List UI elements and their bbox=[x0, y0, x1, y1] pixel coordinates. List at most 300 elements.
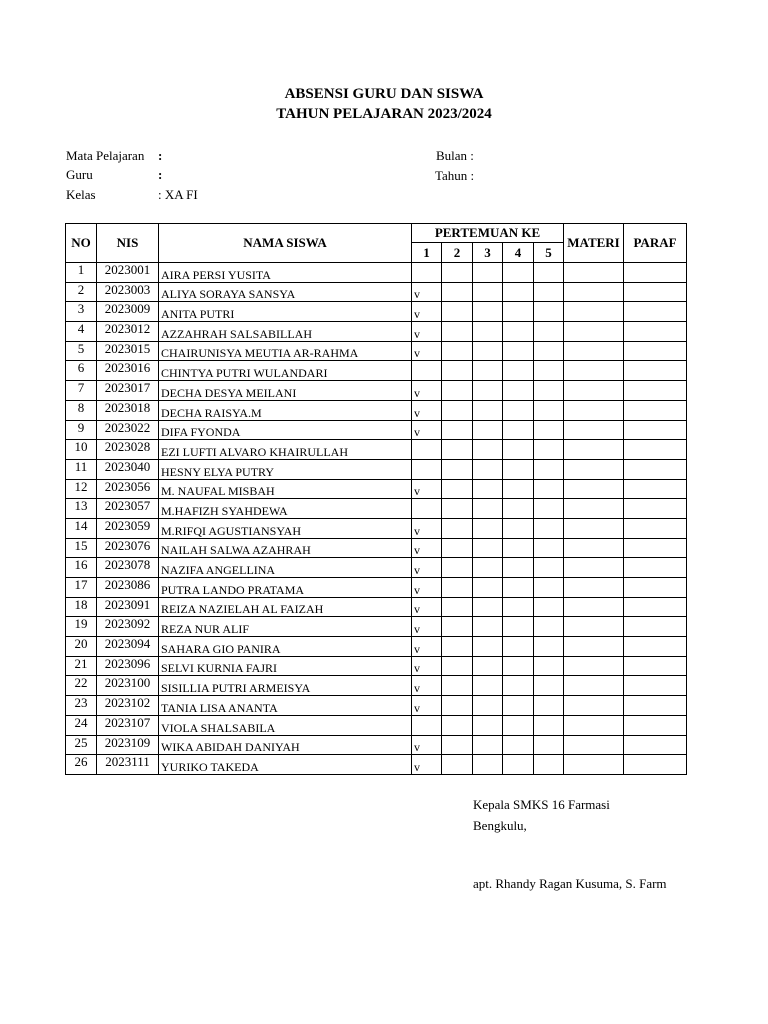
row-number: 20 bbox=[66, 637, 97, 657]
row-pertemuan-4 bbox=[503, 617, 534, 637]
table-row bbox=[66, 617, 687, 637]
row-pertemuan-2 bbox=[442, 637, 473, 657]
row-number: 6 bbox=[66, 361, 97, 381]
row-pertemuan-2 bbox=[442, 361, 473, 381]
row-pertemuan-5 bbox=[534, 715, 564, 735]
table-row bbox=[66, 676, 687, 696]
row-number: 24 bbox=[66, 715, 97, 735]
row-paraf bbox=[624, 341, 687, 361]
row-pertemuan-2 bbox=[442, 440, 473, 460]
table-row bbox=[66, 282, 687, 302]
row-materi bbox=[564, 696, 624, 716]
row-pertemuan-5 bbox=[534, 755, 564, 775]
row-pertemuan-4 bbox=[503, 322, 534, 342]
row-nis: 2023076 bbox=[97, 538, 159, 558]
row-pertemuan-1 bbox=[412, 715, 442, 735]
row-pertemuan-1: v bbox=[412, 735, 442, 755]
row-paraf bbox=[624, 420, 687, 440]
row-pertemuan-3 bbox=[473, 400, 503, 420]
row-pertemuan-2 bbox=[442, 696, 473, 716]
row-pertemuan-2 bbox=[442, 479, 473, 499]
row-pertemuan-5 bbox=[534, 420, 564, 440]
table-row bbox=[66, 263, 687, 283]
table-row bbox=[66, 440, 687, 460]
row-pertemuan-5 bbox=[534, 637, 564, 657]
row-student-name: DECHA RAISYA.M bbox=[159, 400, 412, 420]
row-nis: 2023092 bbox=[97, 617, 159, 637]
row-paraf bbox=[624, 715, 687, 735]
row-pertemuan-1 bbox=[412, 440, 442, 460]
row-pertemuan-2 bbox=[442, 263, 473, 283]
row-pertemuan-1: v bbox=[412, 755, 442, 775]
row-pertemuan-3 bbox=[473, 381, 503, 401]
row-pertemuan-2 bbox=[442, 282, 473, 302]
row-materi bbox=[564, 282, 624, 302]
row-pertemuan-2 bbox=[442, 459, 473, 479]
row-student-name: DECHA DESYA MEILANI bbox=[159, 381, 412, 401]
row-pertemuan-1: v bbox=[412, 302, 442, 322]
row-pertemuan-2 bbox=[442, 558, 473, 578]
signature-location: Bengkulu, bbox=[473, 818, 527, 833]
row-nis: 2023094 bbox=[97, 637, 159, 657]
row-materi bbox=[564, 558, 624, 578]
row-pertemuan-5 bbox=[534, 479, 564, 499]
row-pertemuan-1: v bbox=[412, 322, 442, 342]
row-nis: 2023096 bbox=[97, 656, 159, 676]
row-student-name: TANIA LISA ANANTA bbox=[159, 696, 412, 716]
row-student-name: SELVI KURNIA FAJRI bbox=[159, 656, 412, 676]
row-paraf bbox=[624, 381, 687, 401]
row-pertemuan-5 bbox=[534, 282, 564, 302]
row-paraf bbox=[624, 558, 687, 578]
guru-value: : bbox=[158, 167, 163, 182]
row-nis: 2023100 bbox=[97, 676, 159, 696]
row-pertemuan-2 bbox=[442, 715, 473, 735]
row-pertemuan-2 bbox=[442, 617, 473, 637]
row-paraf bbox=[624, 479, 687, 499]
signature-title: Kepala SMKS 16 Farmasi bbox=[473, 797, 610, 812]
row-number: 13 bbox=[66, 499, 97, 519]
row-pertemuan-5 bbox=[534, 499, 564, 519]
row-paraf bbox=[624, 499, 687, 519]
row-pertemuan-1: v bbox=[412, 400, 442, 420]
row-pertemuan-5 bbox=[534, 440, 564, 460]
row-pertemuan-5 bbox=[534, 400, 564, 420]
row-nis: 2023056 bbox=[97, 479, 159, 499]
row-pertemuan-5 bbox=[534, 656, 564, 676]
row-pertemuan-2 bbox=[442, 578, 473, 598]
row-nis: 2023040 bbox=[97, 459, 159, 479]
row-number: 12 bbox=[66, 479, 97, 499]
row-student-name: YURIKO TAKEDA bbox=[159, 755, 412, 775]
row-materi bbox=[564, 715, 624, 735]
row-paraf bbox=[624, 263, 687, 283]
row-student-name: ALIYA SORAYA SANSYA bbox=[159, 282, 412, 302]
row-pertemuan-2 bbox=[442, 518, 473, 538]
row-nis: 2023111 bbox=[97, 755, 159, 775]
row-pertemuan-3 bbox=[473, 282, 503, 302]
row-number: 5 bbox=[66, 341, 97, 361]
row-pertemuan-1: v bbox=[412, 637, 442, 657]
header-nis: NIS bbox=[97, 224, 159, 263]
table-row bbox=[66, 656, 687, 676]
row-materi bbox=[564, 617, 624, 637]
signature-name: apt. Rhandy Ragan Kusuma, S. Farm bbox=[473, 876, 667, 891]
row-student-name: WIKA ABIDAH DANIYAH bbox=[159, 735, 412, 755]
row-student-name: EZI LUFTI ALVARO KHAIRULLAH bbox=[159, 440, 412, 460]
table-row bbox=[66, 381, 687, 401]
row-pertemuan-2 bbox=[442, 538, 473, 558]
row-pertemuan-4 bbox=[503, 518, 534, 538]
row-student-name: PUTRA LANDO PRATAMA bbox=[159, 578, 412, 598]
row-materi bbox=[564, 676, 624, 696]
row-student-name: DIFA FYONDA bbox=[159, 420, 412, 440]
header-paraf: PARAF bbox=[624, 224, 687, 263]
row-paraf bbox=[624, 361, 687, 381]
row-paraf bbox=[624, 597, 687, 617]
row-pertemuan-5 bbox=[534, 696, 564, 716]
row-pertemuan-2 bbox=[442, 676, 473, 696]
row-pertemuan-5 bbox=[534, 518, 564, 538]
row-pertemuan-3 bbox=[473, 656, 503, 676]
row-nis: 2023078 bbox=[97, 558, 159, 578]
row-pertemuan-3 bbox=[473, 558, 503, 578]
row-pertemuan-4 bbox=[503, 755, 534, 775]
row-paraf bbox=[624, 617, 687, 637]
row-materi bbox=[564, 400, 624, 420]
row-nis: 2023091 bbox=[97, 597, 159, 617]
row-number: 11 bbox=[66, 459, 97, 479]
row-number: 22 bbox=[66, 676, 97, 696]
header-pertemuan-3: 3 bbox=[473, 243, 503, 263]
row-pertemuan-5 bbox=[534, 735, 564, 755]
kelas-label: Kelas bbox=[66, 187, 96, 202]
row-student-name: SISILLIA PUTRI ARMEISYA bbox=[159, 676, 412, 696]
row-pertemuan-1: v bbox=[412, 479, 442, 499]
table-row bbox=[66, 479, 687, 499]
row-materi bbox=[564, 440, 624, 460]
row-pertemuan-5 bbox=[534, 459, 564, 479]
row-nis: 2023009 bbox=[97, 302, 159, 322]
row-pertemuan-4 bbox=[503, 538, 534, 558]
row-nis: 2023012 bbox=[97, 322, 159, 342]
row-materi bbox=[564, 538, 624, 558]
row-student-name: M.HAFIZH SYAHDEWA bbox=[159, 499, 412, 519]
row-student-name: NAZIFA ANGELLINA bbox=[159, 558, 412, 578]
row-pertemuan-3 bbox=[473, 322, 503, 342]
row-paraf bbox=[624, 755, 687, 775]
row-materi bbox=[564, 381, 624, 401]
row-number: 1 bbox=[66, 263, 97, 283]
row-materi bbox=[564, 499, 624, 519]
row-nis: 2023018 bbox=[97, 400, 159, 420]
row-pertemuan-3 bbox=[473, 361, 503, 381]
header-pertemuan-4: 4 bbox=[503, 243, 534, 263]
table-row bbox=[66, 715, 687, 735]
row-pertemuan-1 bbox=[412, 361, 442, 381]
table-row bbox=[66, 637, 687, 657]
row-number: 15 bbox=[66, 538, 97, 558]
row-pertemuan-3 bbox=[473, 578, 503, 598]
row-number: 2 bbox=[66, 282, 97, 302]
row-pertemuan-1: v bbox=[412, 381, 442, 401]
row-pertemuan-3 bbox=[473, 263, 503, 283]
row-student-name: SAHARA GIO PANIRA bbox=[159, 637, 412, 657]
table-row bbox=[66, 578, 687, 598]
header-pertemuan-ke: PERTEMUAN KE bbox=[412, 224, 564, 243]
row-number: 9 bbox=[66, 420, 97, 440]
row-materi bbox=[564, 302, 624, 322]
row-pertemuan-3 bbox=[473, 518, 503, 538]
row-student-name: ANITA PUTRI bbox=[159, 302, 412, 322]
header-pertemuan-1: 1 bbox=[412, 243, 442, 263]
row-pertemuan-3 bbox=[473, 459, 503, 479]
row-pertemuan-3 bbox=[473, 617, 503, 637]
row-pertemuan-4 bbox=[503, 361, 534, 381]
row-pertemuan-2 bbox=[442, 322, 473, 342]
guru-label: Guru bbox=[66, 167, 93, 182]
row-pertemuan-1: v bbox=[412, 420, 442, 440]
row-number: 3 bbox=[66, 302, 97, 322]
row-pertemuan-5 bbox=[534, 302, 564, 322]
table-row bbox=[66, 696, 687, 716]
row-pertemuan-4 bbox=[503, 676, 534, 696]
row-pertemuan-4 bbox=[503, 696, 534, 716]
row-pertemuan-2 bbox=[442, 341, 473, 361]
row-paraf bbox=[624, 637, 687, 657]
row-pertemuan-3 bbox=[473, 597, 503, 617]
row-number: 10 bbox=[66, 440, 97, 460]
row-paraf bbox=[624, 302, 687, 322]
row-pertemuan-3 bbox=[473, 696, 503, 716]
row-pertemuan-2 bbox=[442, 381, 473, 401]
row-pertemuan-1 bbox=[412, 263, 442, 283]
row-nis: 2023107 bbox=[97, 715, 159, 735]
row-number: 16 bbox=[66, 558, 97, 578]
row-pertemuan-1: v bbox=[412, 558, 442, 578]
row-pertemuan-5 bbox=[534, 597, 564, 617]
row-pertemuan-3 bbox=[473, 499, 503, 519]
table-row bbox=[66, 400, 687, 420]
row-pertemuan-3 bbox=[473, 676, 503, 696]
row-nis: 2023086 bbox=[97, 578, 159, 598]
row-nis: 2023059 bbox=[97, 518, 159, 538]
row-pertemuan-5 bbox=[534, 381, 564, 401]
row-number: 18 bbox=[66, 597, 97, 617]
row-pertemuan-5 bbox=[534, 578, 564, 598]
row-student-name: CHINTYA PUTRI WULANDARI bbox=[159, 361, 412, 381]
row-pertemuan-5 bbox=[534, 617, 564, 637]
row-pertemuan-5 bbox=[534, 676, 564, 696]
row-nis: 2023003 bbox=[97, 282, 159, 302]
row-pertemuan-5 bbox=[534, 538, 564, 558]
row-nis: 2023109 bbox=[97, 735, 159, 755]
row-pertemuan-3 bbox=[473, 479, 503, 499]
row-pertemuan-1: v bbox=[412, 696, 442, 716]
bulan-label: Bulan : bbox=[436, 148, 474, 163]
row-materi bbox=[564, 479, 624, 499]
row-pertemuan-4 bbox=[503, 302, 534, 322]
row-materi bbox=[564, 597, 624, 617]
row-materi bbox=[564, 578, 624, 598]
row-nis: 2023016 bbox=[97, 361, 159, 381]
row-pertemuan-1: v bbox=[412, 597, 442, 617]
row-paraf bbox=[624, 282, 687, 302]
row-pertemuan-2 bbox=[442, 420, 473, 440]
row-pertemuan-1 bbox=[412, 459, 442, 479]
row-paraf bbox=[624, 400, 687, 420]
row-student-name: CHAIRUNISYA MEUTIA AR-RAHMA bbox=[159, 341, 412, 361]
row-pertemuan-4 bbox=[503, 341, 534, 361]
row-number: 21 bbox=[66, 656, 97, 676]
row-materi bbox=[564, 361, 624, 381]
table-row bbox=[66, 499, 687, 519]
table-row bbox=[66, 735, 687, 755]
row-student-name: M.RIFQI AGUSTIANSYAH bbox=[159, 518, 412, 538]
row-pertemuan-4 bbox=[503, 558, 534, 578]
row-pertemuan-2 bbox=[442, 597, 473, 617]
table-row bbox=[66, 597, 687, 617]
row-pertemuan-5 bbox=[534, 322, 564, 342]
row-pertemuan-3 bbox=[473, 538, 503, 558]
row-nis: 2023102 bbox=[97, 696, 159, 716]
row-pertemuan-3 bbox=[473, 637, 503, 657]
mata-pelajaran-value: : bbox=[158, 148, 163, 163]
mata-pelajaran-label: Mata Pelajaran bbox=[66, 148, 145, 163]
row-materi bbox=[564, 322, 624, 342]
row-student-name: REIZA NAZIELAH AL FAIZAH bbox=[159, 597, 412, 617]
row-pertemuan-4 bbox=[503, 715, 534, 735]
row-pertemuan-3 bbox=[473, 420, 503, 440]
row-student-name: HESNY ELYA PUTRY bbox=[159, 459, 412, 479]
row-number: 23 bbox=[66, 696, 97, 716]
row-pertemuan-5 bbox=[534, 341, 564, 361]
row-pertemuan-4 bbox=[503, 637, 534, 657]
row-pertemuan-3 bbox=[473, 715, 503, 735]
row-number: 4 bbox=[66, 322, 97, 342]
row-paraf bbox=[624, 440, 687, 460]
row-materi bbox=[564, 263, 624, 283]
row-pertemuan-2 bbox=[442, 499, 473, 519]
row-number: 17 bbox=[66, 578, 97, 598]
table-row bbox=[66, 322, 687, 342]
row-pertemuan-2 bbox=[442, 735, 473, 755]
header-materi: MATERI bbox=[564, 224, 624, 263]
row-pertemuan-5 bbox=[534, 361, 564, 381]
row-pertemuan-1: v bbox=[412, 282, 442, 302]
table-row bbox=[66, 755, 687, 775]
row-nis: 2023015 bbox=[97, 341, 159, 361]
row-paraf bbox=[624, 518, 687, 538]
row-pertemuan-1 bbox=[412, 499, 442, 519]
row-nis: 2023001 bbox=[97, 263, 159, 283]
row-pertemuan-4 bbox=[503, 735, 534, 755]
row-materi bbox=[564, 656, 624, 676]
header-pertemuan-2: 2 bbox=[442, 243, 473, 263]
row-pertemuan-1: v bbox=[412, 538, 442, 558]
row-pertemuan-4 bbox=[503, 381, 534, 401]
row-materi bbox=[564, 735, 624, 755]
row-paraf bbox=[624, 459, 687, 479]
row-materi bbox=[564, 420, 624, 440]
row-pertemuan-5 bbox=[534, 558, 564, 578]
row-number: 7 bbox=[66, 381, 97, 401]
row-number: 19 bbox=[66, 617, 97, 637]
row-nis: 2023057 bbox=[97, 499, 159, 519]
row-paraf bbox=[624, 656, 687, 676]
row-pertemuan-4 bbox=[503, 656, 534, 676]
row-pertemuan-4 bbox=[503, 479, 534, 499]
row-paraf bbox=[624, 538, 687, 558]
table-row bbox=[66, 302, 687, 322]
row-student-name: REZA NUR ALIF bbox=[159, 617, 412, 637]
row-student-name: AIRA PERSI YUSITA bbox=[159, 263, 412, 283]
row-pertemuan-4 bbox=[503, 440, 534, 460]
table-row bbox=[66, 538, 687, 558]
header-pertemuan-5: 5 bbox=[534, 243, 564, 263]
table-row bbox=[66, 459, 687, 479]
row-pertemuan-2 bbox=[442, 400, 473, 420]
row-materi bbox=[564, 637, 624, 657]
row-pertemuan-1: v bbox=[412, 676, 442, 696]
row-pertemuan-4 bbox=[503, 578, 534, 598]
row-number: 25 bbox=[66, 735, 97, 755]
row-paraf bbox=[624, 735, 687, 755]
table-row bbox=[66, 420, 687, 440]
row-pertemuan-3 bbox=[473, 440, 503, 460]
row-nis: 2023017 bbox=[97, 381, 159, 401]
row-pertemuan-1: v bbox=[412, 518, 442, 538]
row-materi bbox=[564, 341, 624, 361]
attendance-table bbox=[65, 223, 687, 775]
document-subtitle: TAHUN PELAJARAN 2023/2024 bbox=[276, 106, 492, 122]
row-pertemuan-5 bbox=[534, 263, 564, 283]
table-row bbox=[66, 341, 687, 361]
row-number: 8 bbox=[66, 400, 97, 420]
row-student-name: VIOLA SHALSABILA bbox=[159, 715, 412, 735]
table-row bbox=[66, 361, 687, 381]
row-paraf bbox=[624, 578, 687, 598]
header-nama-siswa: NAMA SISWA bbox=[159, 224, 412, 263]
row-pertemuan-3 bbox=[473, 755, 503, 775]
row-student-name: AZZAHRAH SALSABILLAH bbox=[159, 322, 412, 342]
row-pertemuan-1: v bbox=[412, 656, 442, 676]
table-row bbox=[66, 558, 687, 578]
document-title: ABSENSI GURU DAN SISWA bbox=[284, 86, 484, 102]
row-pertemuan-4 bbox=[503, 282, 534, 302]
row-pertemuan-4 bbox=[503, 400, 534, 420]
header-no: NO bbox=[66, 224, 97, 263]
row-paraf bbox=[624, 322, 687, 342]
table-row bbox=[66, 518, 687, 538]
row-student-name: M. NAUFAL MISBAH bbox=[159, 479, 412, 499]
row-materi bbox=[564, 459, 624, 479]
row-pertemuan-3 bbox=[473, 735, 503, 755]
row-pertemuan-2 bbox=[442, 755, 473, 775]
row-pertemuan-2 bbox=[442, 656, 473, 676]
row-number: 14 bbox=[66, 518, 97, 538]
row-nis: 2023028 bbox=[97, 440, 159, 460]
row-pertemuan-4 bbox=[503, 597, 534, 617]
row-materi bbox=[564, 755, 624, 775]
row-pertemuan-4 bbox=[503, 420, 534, 440]
row-pertemuan-1: v bbox=[412, 617, 442, 637]
row-pertemuan-4 bbox=[503, 459, 534, 479]
row-paraf bbox=[624, 696, 687, 716]
row-pertemuan-1: v bbox=[412, 341, 442, 361]
row-pertemuan-4 bbox=[503, 499, 534, 519]
kelas-value: : XA FI bbox=[158, 187, 198, 202]
